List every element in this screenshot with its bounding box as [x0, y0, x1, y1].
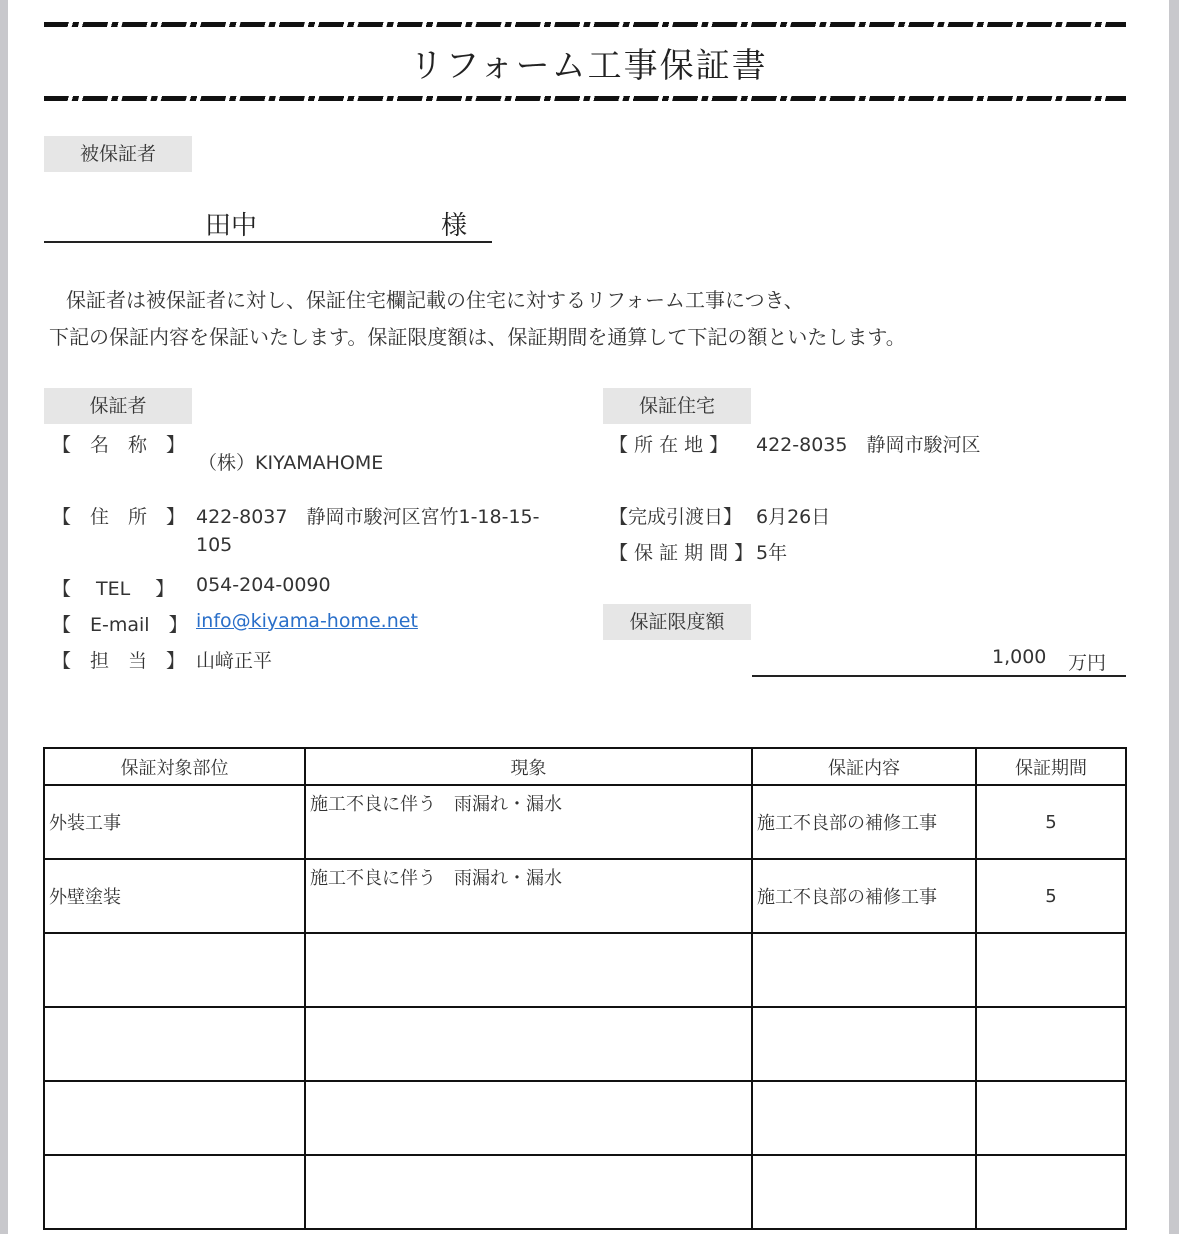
cell-phenomenon: 施工不良に伴う 雨漏れ・漏水 — [305, 859, 752, 933]
house-location: 422-8035 静岡市駿河区 — [756, 434, 981, 456]
cell-period — [976, 1081, 1126, 1155]
guarantor-address-line-2: 105 — [196, 534, 233, 556]
header-phenomenon: 現象 — [305, 748, 752, 785]
guarantor-staff: 山﨑正平 — [196, 650, 273, 672]
guarantor-email-label: 【 E-mail 】 — [52, 614, 188, 636]
guarantor-address-line-1: 422-8037 静岡市駿河区宮竹1-18-15- — [196, 506, 540, 528]
document-title: リフォーム工事保証書 — [409, 46, 768, 86]
insured-honorific: 様 — [441, 211, 468, 241]
limit-underline — [752, 675, 1126, 677]
warranty-table — [43, 747, 1127, 1230]
table-row — [44, 933, 1126, 1007]
cell-content — [752, 1155, 976, 1229]
house-label: 保証住宅 — [603, 388, 751, 424]
title-bottom-border — [44, 96, 1126, 101]
intro-line-1: 保証者は被保証者に対し、保証住宅欄記載の住宅に対するリフォーム工事につき、 — [66, 288, 804, 312]
cell-period — [976, 1007, 1126, 1081]
table-row — [44, 1007, 1126, 1081]
cell-part: 外装工事 — [44, 785, 305, 859]
table-row — [44, 1155, 1126, 1229]
guarantor-address-label: 【 住 所 】 — [52, 506, 186, 528]
cell-part — [44, 1155, 305, 1229]
intro-line-2: 下記の保証内容を保証いたします。保証限度額は、保証期間を通算して下記の額といたします。 — [49, 325, 906, 349]
cell-period — [976, 933, 1126, 1007]
house-period: 5年 — [756, 542, 788, 564]
limit-unit: 万円 — [1068, 652, 1107, 674]
guarantor-tel-label: 【 TEL 】 — [52, 578, 175, 600]
cell-content — [752, 1007, 976, 1081]
cell-period — [976, 1155, 1126, 1229]
cell-phenomenon: 施工不良に伴う 雨漏れ・漏水 — [305, 785, 752, 859]
cell-content — [752, 1081, 976, 1155]
table-row — [44, 1081, 1126, 1155]
cell-part — [44, 933, 305, 1007]
house-handover: 6月26日 — [756, 506, 831, 528]
header-period: 保証期間 — [976, 748, 1126, 785]
insured-name: 田中 — [205, 211, 258, 241]
cell-content: 施工不良部の補修工事 — [752, 785, 976, 859]
cell-phenomenon — [305, 1081, 752, 1155]
limit-amount: 1,000 — [992, 646, 1047, 668]
title-top-border — [44, 22, 1126, 27]
guarantor-staff-label: 【 担 当 】 — [52, 650, 186, 672]
document-page — [8, 0, 1169, 1234]
house-location-label: 【 所 在 地 】 — [609, 434, 729, 456]
house-period-label: 【 保 証 期 間 】 — [609, 542, 754, 564]
header-part: 保証対象部位 — [44, 748, 305, 785]
cell-period: 5 — [976, 859, 1126, 933]
guarantor-name-label: 【 名 称 】 — [52, 434, 186, 456]
insured-name-underline — [44, 241, 492, 243]
cell-phenomenon — [305, 1007, 752, 1081]
warranty-table-header — [44, 748, 1126, 785]
limit-label: 保証限度額 — [603, 604, 751, 640]
guarantor-label: 保証者 — [44, 388, 192, 424]
cell-part — [44, 1081, 305, 1155]
table-row — [44, 785, 1126, 859]
cell-part — [44, 1007, 305, 1081]
house-handover-label: 【完成引渡日】 — [609, 506, 743, 528]
cell-part: 外壁塗装 — [44, 859, 305, 933]
table-row — [44, 859, 1126, 933]
cell-phenomenon — [305, 933, 752, 1007]
guarantor-name: （株）KIYAMAHOME — [198, 452, 384, 474]
insured-label: 被保証者 — [44, 136, 192, 172]
cell-phenomenon — [305, 1155, 752, 1229]
cell-content: 施工不良部の補修工事 — [752, 859, 976, 933]
header-content: 保証内容 — [752, 748, 976, 785]
cell-content — [752, 933, 976, 1007]
cell-period: 5 — [976, 785, 1126, 859]
guarantor-tel: 054-204-0090 — [196, 574, 331, 596]
guarantor-email-link[interactable]: info@kiyama-home.net — [196, 610, 418, 632]
